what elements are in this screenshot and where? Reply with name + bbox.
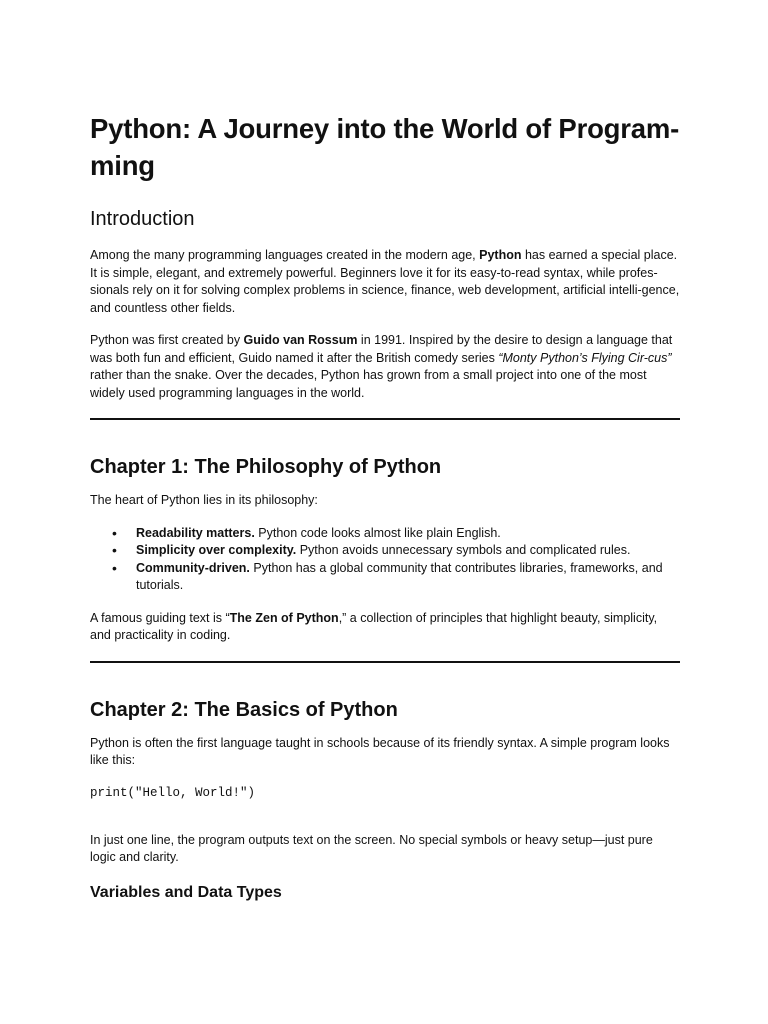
document-title — [90, 110, 680, 184]
intro-p1-text-a: Among the many programming languages created in the modern age, — [90, 248, 480, 262]
chapter2-paragraph-1: Python is often the first language taught in schools because of its friendly syntax. A simple program looks like this: — [90, 735, 670, 767]
chapter1-heading: Chapter 1: The Philosophy of Python — [90, 456, 442, 478]
python-bold: Python — [479, 248, 522, 262]
zen-paragraph — [90, 610, 680, 645]
code-sample: print("Hello, World!") — [90, 785, 256, 800]
intro-p2-text-a: Python was first created by — [90, 333, 244, 347]
series-title: “Monty Python’s Flying Cir-cus” — [498, 350, 672, 365]
list-item-bold: Community-driven. — [136, 560, 250, 575]
list-item-text: Python avoids unnecessary symbols and complicated rules. — [296, 543, 631, 557]
philosophy-list — [90, 525, 680, 595]
bullet-icon: • — [112, 524, 117, 541]
intro-p2-text-c: in 1991. Inspired by the desire to design a language that was both fun and efficient, Guido named it after the British comedy series — [90, 333, 673, 365]
intro-heading: Introduction — [90, 208, 195, 230]
bullet-icon: • — [112, 559, 117, 576]
list-item — [112, 542, 680, 560]
variables-subheading: Variables and Data Types — [90, 883, 282, 901]
title-line-2: ming — [90, 150, 155, 181]
intro-paragraph-1 — [90, 247, 680, 317]
list-item — [112, 560, 680, 595]
chapter2-paragraph-2: In just one line, the program outputs text on the screen. No special symbols or heavy setup—just pure logic and clarity. — [90, 832, 653, 864]
list-item-text: Python code looks almost like plain English. — [254, 525, 501, 540]
document-body — [90, 110, 680, 904]
zen-text-c: ,” a collection of principles that highlight beauty, simplicity, and practicality in coding. — [90, 610, 658, 642]
intro-paragraph-2 — [90, 332, 680, 402]
list-item-bold: Simplicity over complexity. — [136, 543, 297, 557]
list-item — [112, 525, 680, 543]
list-item-text: Python has a global community that contributes libraries, frameworks, and tutorials. — [136, 560, 663, 592]
chapter2-heading: Chapter 2: The Basics of Python — [90, 698, 398, 721]
author-name: Guido van Rossum — [243, 333, 358, 347]
zen-title: The Zen of Python — [229, 610, 339, 625]
chapter1-lead: The heart of Python lies in its philosophy: — [90, 493, 318, 507]
zen-text-a: A famous guiding text is “ — [90, 610, 230, 625]
title-line-1: Python: A Journey into the World of Program- — [90, 113, 680, 144]
intro-p1-text-c: has earned a special place. It is simple, elegant, and extremely powerful. Beginners love it for its easy-to-read syntax, while profes-sionals rely on it for solving complex problems in science, finance, web development, artificial intelli-gence, and countless other fields. — [90, 248, 680, 315]
intro-p2-text-e: rather than the snake. Over the decades, Python has grown from a small project into one of the most widely used programming languages in the world. — [90, 368, 647, 400]
list-item-bold: Readability matters. — [136, 525, 255, 540]
bullet-icon: • — [112, 542, 117, 558]
